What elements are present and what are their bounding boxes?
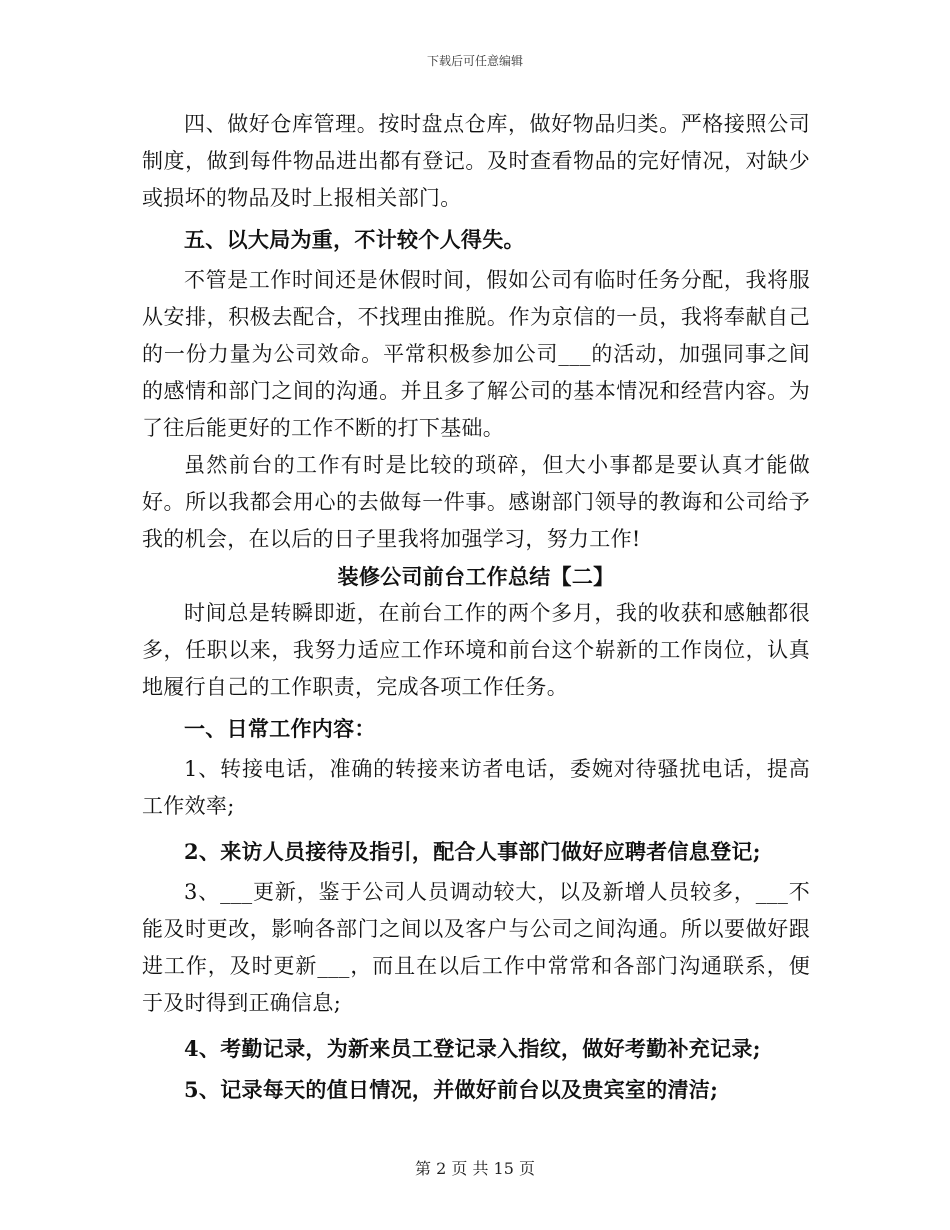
- list-item-directory-update: 3、___更新，鉴于公司人员调动较大，以及新增人员较多，___不能及时更改，影响各部门之间以及客户与公司之间沟通。所以要做好跟进工作，及时更新___，而且在以后工作中常常和各部门沟通联系，便于及时得到正确信息;: [142, 880, 810, 1015]
- list-item-phone-transfer: 1、转接电话，准确的转接来访者电话，委婉对待骚扰电话，提高工作效率;: [142, 757, 810, 818]
- section-heading-big-picture: 五、以大局为重，不计较个人得失。: [184, 227, 525, 252]
- list-item-attendance-record: 4、考勤记录，为新来员工登记录入指纹，做好考勤补充记录;: [184, 1036, 761, 1061]
- document-body: [142, 106, 810, 1108]
- paragraph-warehouse-management: 四、做好仓库管理。按时盘点仓库，做好物品归类。严格接照公司制度，做到每件物品进出都有登记。及时查看物品的完好情况，对缺少或损坏的物品及时上报相关部门。: [142, 112, 810, 210]
- document-section-title: 装修公司前台工作总结【二】: [337, 564, 615, 589]
- page-header: 下载后可任意编辑: [426, 54, 523, 68]
- paragraph-obey-arrangements: 不管是工作时间还是休假时间，假如公司有临时任务分配，我将服从安排，积极去配合，不找理由推脱。作为京信的一员，我将奉献自己的一份力量为公司效命。平常积极参加公司___的活动，加强同事之间的感情和部门之间的沟通。并且多了解公司的基本情况和经营内容。为了往后能更好的工作不断的打下基础。: [142, 268, 810, 440]
- paragraph-front-desk-tedious: 虽然前台的工作有时是比较的琐碎，但大小事都是要认真才能做好。所以我都会用心的去做每一件事。感谢部门领导的教诲和公司给予我的机会，在以后的日子里我将加强学习，努力工作!: [142, 453, 810, 551]
- list-item-duty-record: 5、记录每天的值日情况，并做好前台以及贵宾室的清洁;: [184, 1077, 719, 1102]
- section-heading-daily-work: 一、日常工作内容：: [184, 716, 376, 741]
- page-footer: 第 2 页 共 15 页: [415, 1159, 535, 1178]
- list-item-visitor-reception: 2、来访人员接待及指引，配合人事部门做好应聘者信息登记;: [184, 839, 761, 864]
- paragraph-time-flies: 时间总是转瞬即逝，在前台工作的两个多月，我的收获和感触都很多，任职以来，我努力适应工作环境和前台这个崭新的工作岗位，认真地履行自己的工作职责，完成各项工作任务。: [142, 601, 810, 699]
